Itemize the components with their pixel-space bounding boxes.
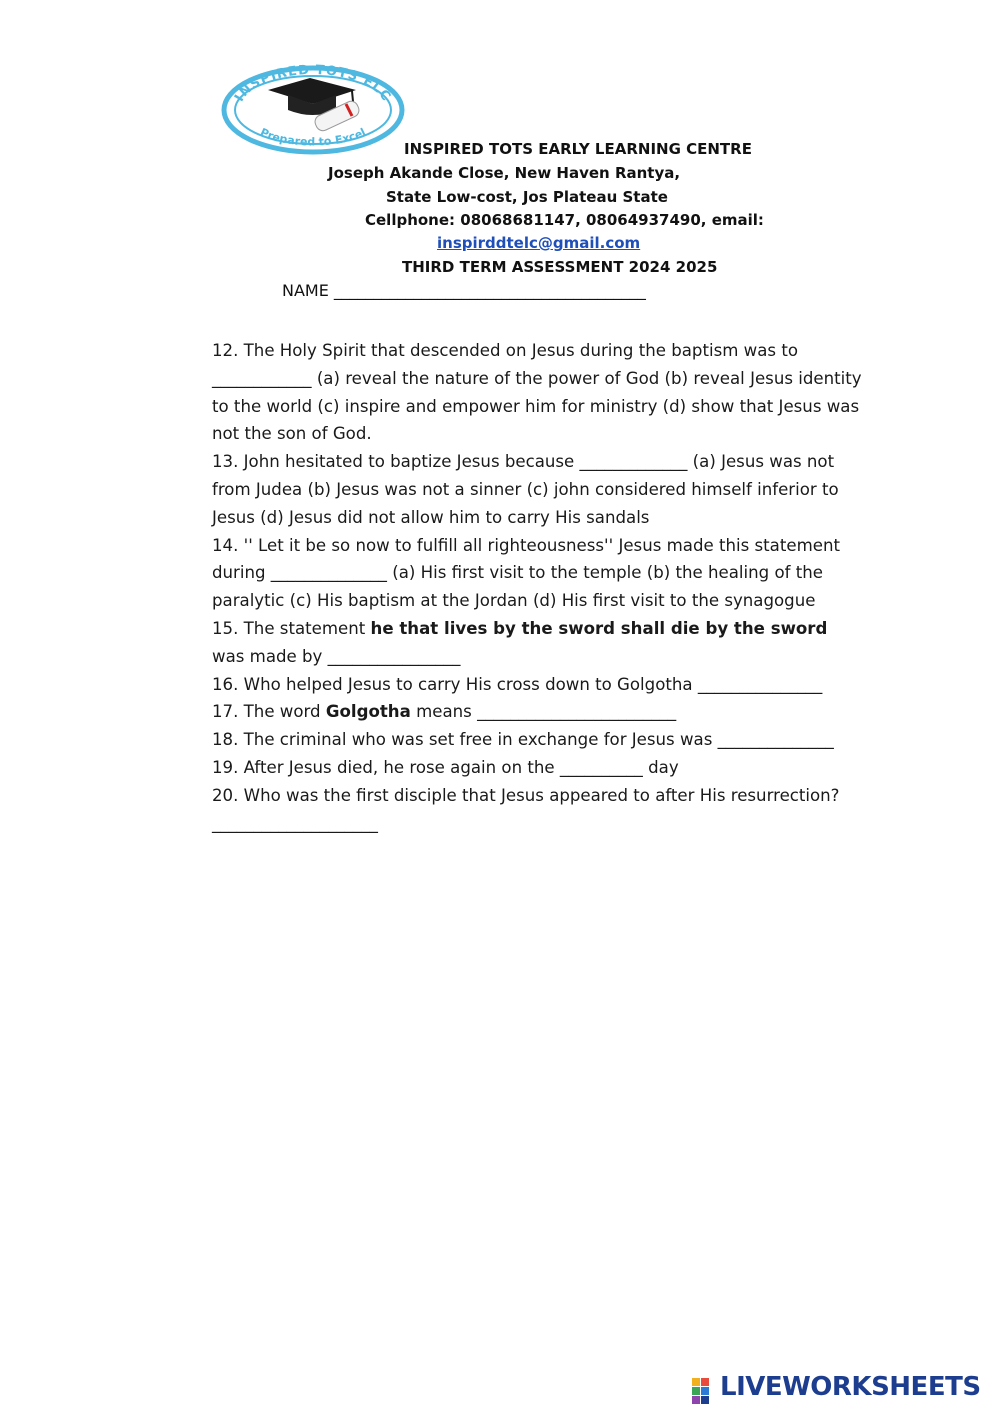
liveworksheets-logo-icon (692, 1378, 718, 1404)
contact-line: Cellphone: 08068681147, 08064937490, email: (365, 211, 764, 229)
name-label: NAME (282, 281, 329, 300)
email-link[interactable]: inspirddtelc@gmail.com (437, 234, 641, 252)
question-12: 12. The Holy Spirit that descended on Jesus during the baptism was to ____________ (a) reveal the nature of the power of God (b) reveal Jesus identity to the world (c) inspire and empower him for ministry (d) show that Jesus was not the son of God. (212, 341, 862, 444)
logo-top-text: INSPIRED TOTS ELC (231, 64, 394, 105)
graduation-cap-icon (218, 64, 408, 156)
question-17-end: means ________________________ (410, 702, 677, 722)
liveworksheets-brand[interactable] (692, 1374, 992, 1408)
svg-text:Prepared to Excel (258, 126, 368, 149)
address-line-2: State Low-cost, Jos Plateau State (386, 188, 668, 206)
logo-bottom-text: Prepared to Excel (258, 125, 368, 149)
question-13: 13. John hesitated to baptize Jesus because _____________ (a) Jesus was not from Judea (b) Jesus was not a sinner (c) john considered himself inferior to Jesus (d) Jesus did not allow him to carry His sandals (212, 452, 839, 527)
name-blank: _______________________________________ (333, 281, 646, 300)
question-17-start: 17. The word (212, 702, 326, 722)
question-18: 18. The criminal who was set free in exchange for Jesus was ______________ (212, 730, 834, 750)
school-logo (218, 64, 408, 156)
name-field (282, 281, 646, 300)
liveworksheets-text: LIVEWORKSHEETS (720, 1372, 981, 1402)
question-16: 16. Who helped Jesus to carry His cross down to Golgotha _______________ (212, 674, 823, 694)
question-15 (212, 615, 862, 671)
assessment-title: THIRD TERM ASSESSMENT 2024 2025 (402, 258, 718, 276)
school-name: INSPIRED TOTS EARLY LEARNING CENTRE (404, 140, 752, 158)
question-17 (212, 698, 862, 726)
question-14: 14. '' Let it be so now to fulfill all righteousness'' Jesus made this statement during ______________ (a) His first visit to the temple (b) the healing of the paralytic (c) His baptism at the Jordan (d) His first visit to the synagogue (212, 535, 840, 611)
question-15-start: 15. The statement (212, 618, 371, 638)
question-19: 19. After Jesus died, he rose again on the __________ day (212, 757, 679, 777)
address-line-1: Joseph Akande Close, New Haven Rantya, (328, 164, 681, 182)
question-list (212, 337, 862, 837)
question-15-quote: he that lives by the sword shall die by the sword (370, 618, 828, 638)
question-15-end: was made by ________________ (212, 646, 461, 666)
question-20: 20. Who was the first disciple that Jesus appeared to after His resurrection? ____________________ (212, 785, 840, 833)
question-17-term: Golgotha (325, 702, 411, 722)
